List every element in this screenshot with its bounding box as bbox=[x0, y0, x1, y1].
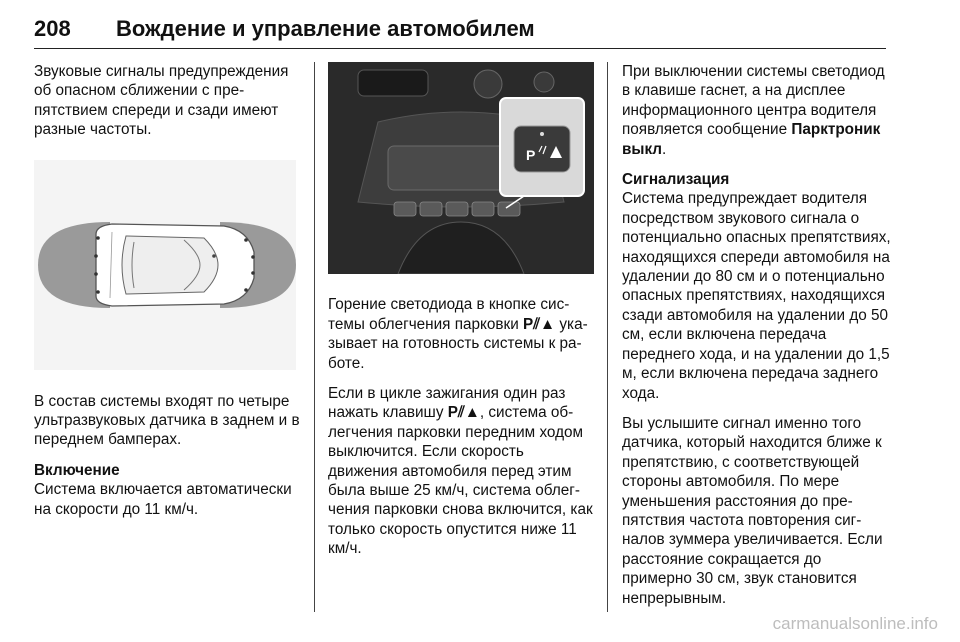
column-divider-2 bbox=[607, 62, 608, 612]
svg-text:P: P bbox=[526, 147, 536, 163]
page-number: 208 bbox=[34, 16, 71, 41]
parktronic-off-message: Парктроник выкл bbox=[622, 121, 881, 158]
switch-off-paragraph: При выключении системы светодиод в клавише гаснет, а на дисплее информационного центра водителя появляется сообщение bbox=[622, 63, 885, 139]
column-2 bbox=[328, 62, 594, 570]
column-1 bbox=[34, 62, 304, 530]
car-top-view bbox=[96, 224, 254, 306]
page-title: Вождение и управление автомобилем bbox=[116, 16, 535, 41]
press-paragraph-part2: , система облегчения парковки передним ходом выключится. Если скорость движения автомобиля перед этим была выше 25 км/ч, система облегчения парковки снова включится, как только скорость опустится ниже 11 км/ч. bbox=[328, 404, 593, 558]
car-sensor-illustration bbox=[34, 160, 296, 370]
sensors-paragraph: В состав системы входят по четыре ультразвуковых датчика в заднем и в переднем бамперах. bbox=[34, 392, 300, 449]
parking-button-symbol-2: P⫽▲ bbox=[447, 404, 480, 422]
column-3 bbox=[622, 62, 892, 619]
switching-on-heading: Включение bbox=[34, 461, 120, 479]
switching-on-paragraph: Система включается автоматически на скорости до 11 км/ч. bbox=[34, 481, 292, 518]
signalling-heading: Сигнализация bbox=[622, 171, 730, 189]
sensor-sound-paragraph: Вы услышите сигнал именно того датчика, который находится ближе к препятствию, с соответствующей стороны автомобиля. По мере уменьшения расстояния до препятствия частота повторения сигналов зуммера увеличивается. Если расстояние сокращается до примерно 30 см, звук становится непрерывным. bbox=[622, 414, 883, 607]
car-sensor-figure bbox=[34, 160, 304, 370]
press-paragraph-part1: Если в цикле зажигания один раз нажать клавишу bbox=[328, 385, 566, 422]
page-header bbox=[34, 16, 886, 49]
watermark: carmanualsonline.info bbox=[772, 614, 938, 633]
intro-paragraph: Звуковые сигналы предупреждения об опасном сближении с препятствием спереди и сзади имеют разные частоты. bbox=[34, 63, 289, 139]
led-paragraph-part1: Горение светодиода в кнопке системы облегчения парковки bbox=[328, 296, 570, 333]
column-divider-1 bbox=[314, 62, 315, 612]
signalling-paragraph: Система предупреждает водителя посредством звукового сигнала о потенциально опасных препятствиях, находящихся спереди автомобиля на удалении до 80 см и о потенциально опасных препятствиях, находящихся сзади автомобиля на удалении до 50 см, если включена передача переднего хода, и на удалении до 1,5 м, если включена передача заднего хода. bbox=[622, 190, 891, 402]
led-paragraph-part2: указывает на готовность системы к работе. bbox=[328, 315, 588, 372]
switch-off-paragraph-end: . bbox=[662, 140, 667, 158]
console-photo-illustration bbox=[328, 62, 594, 274]
parking-button-symbol: P⫽▲ bbox=[522, 315, 556, 333]
console-figure bbox=[328, 62, 594, 279]
